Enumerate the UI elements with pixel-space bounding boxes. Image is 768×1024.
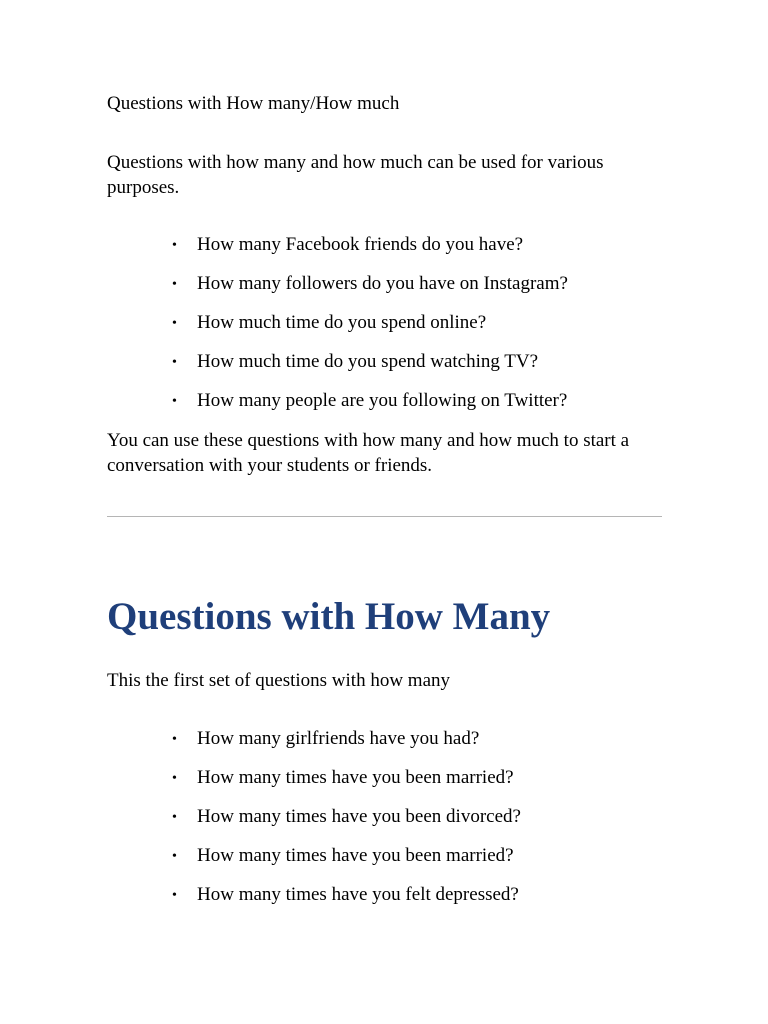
intro-title: Questions with How many/How much (107, 93, 400, 114)
list-item (107, 272, 662, 311)
bullet-icon: • (172, 810, 177, 825)
section-question-list (107, 727, 662, 922)
question-text: How many Facebook friends do you have? (197, 234, 524, 255)
question-text: How many times have you been married? (197, 767, 514, 788)
list-item (107, 389, 662, 428)
horizontal-divider (107, 516, 662, 517)
bullet-icon: • (172, 888, 177, 903)
section-intro: This the first set of questions with how many (107, 670, 451, 691)
bullet-icon: • (172, 394, 177, 409)
question-text: How many times have you been married? (197, 845, 514, 866)
bullet-icon: • (172, 849, 177, 864)
intro-paragraph: Questions with how many and how much can be used for various purposes. (107, 152, 604, 198)
list-item (107, 883, 662, 922)
question-text: How much time do you spend watching TV? (197, 351, 539, 372)
question-text: How many times have you been divorced? (197, 806, 521, 827)
bullet-icon: • (172, 277, 177, 292)
list-item (107, 844, 662, 883)
list-item (107, 233, 662, 272)
question-text: How much time do you spend online? (197, 312, 487, 333)
bullet-icon: • (172, 732, 177, 747)
closing-paragraph: You can use these questions with how many and how much to start a conversation with your students or friends. (107, 430, 630, 476)
question-text: How many girlfriends have you had? (197, 728, 480, 749)
bullet-icon: • (172, 316, 177, 331)
section-heading: Questions with How Many (107, 595, 551, 638)
list-item (107, 350, 662, 389)
bullet-icon: • (172, 355, 177, 370)
question-text: How many times have you felt depressed? (197, 884, 519, 905)
bullet-icon: • (172, 771, 177, 786)
bullet-icon: • (172, 238, 177, 253)
list-item (107, 805, 662, 844)
list-item (107, 311, 662, 350)
question-text: How many followers do you have on Instagram? (197, 273, 568, 294)
list-item (107, 766, 662, 805)
list-item (107, 727, 662, 766)
question-text: How many people are you following on Twitter? (197, 390, 568, 411)
intro-question-list (107, 233, 662, 428)
